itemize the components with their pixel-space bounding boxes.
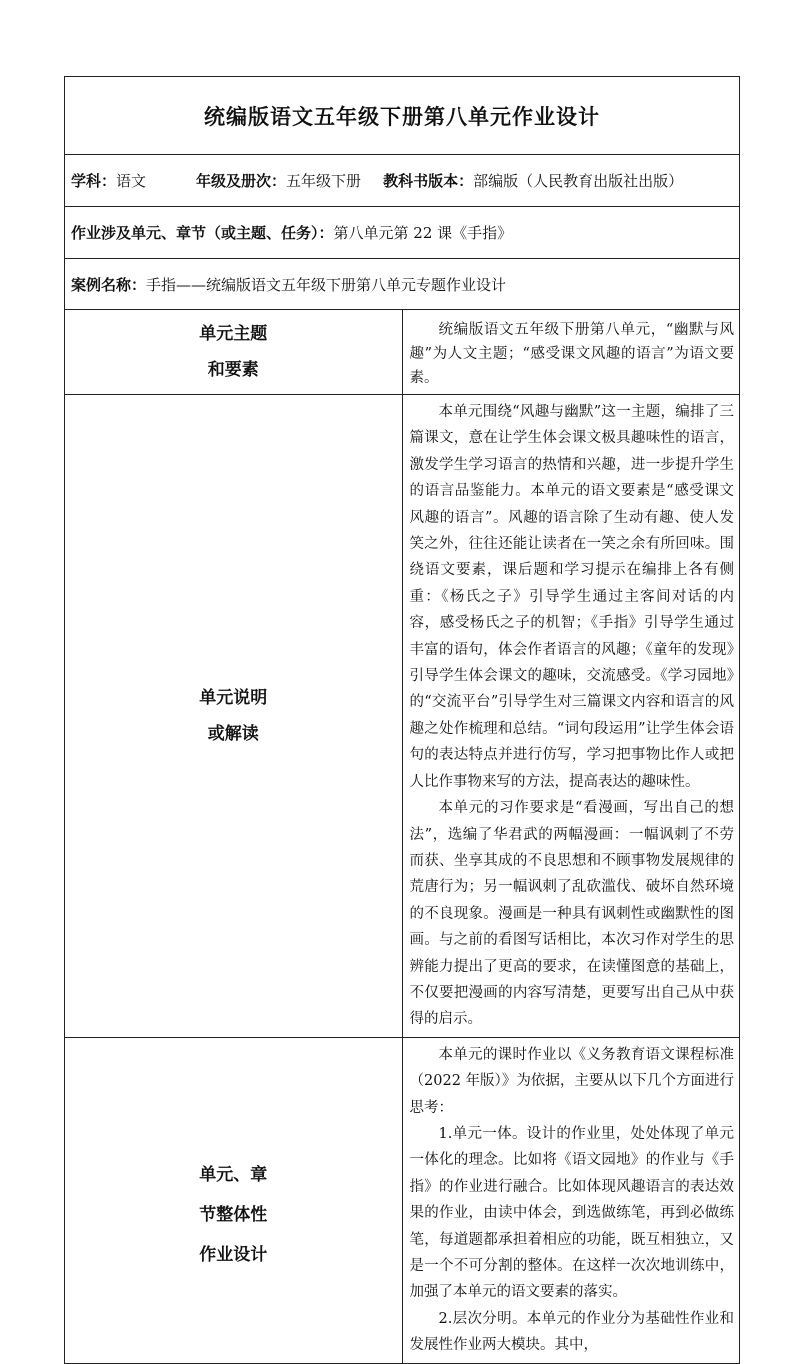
scope-row [65,207,740,259]
edition-value: 部编版（人民教育出版社出版） [473,172,684,190]
meta-row [65,155,740,207]
design-label: 单元、章 节整体性 作业设计 [65,1037,403,1363]
theme-content [402,310,740,395]
design-paragraph: 2.层次分明。本单元的作业分为基础性作业和发展性作业两大模块。其中， [409,1310,734,1354]
case-row [65,259,740,310]
explanation-paragraph: 本单元的习作要求是“看漫画，写出自己的想法”，选编了华君武的两幅漫画：一幅讽刺了不劳而获、坐享其成的不良思想和不顾事物发展规律的荒唐行为；另一幅讽刺了乱砍滥伐、破坏自然环境的不良现象。漫画是一种具有讽刺性或幽默性的图画。与之前的看图写话相比，本次习作对学生的思辨能力提出了更高的要求，在读懂图意的基础上，不仅要把漫画的内容写清楚，更要写出自己从中获得的启示。 [409,800,734,1028]
grade-value: 五年级下册 [286,172,362,190]
design-paragraph: 1.单元一体。设计的作业里，处处体现了单元一体化的理念。比如将《语文园地》的作业与《手指》的作业进行融合。比如体现风趣语言的表达效果的作业，由读中体会，到选做练笔，再到必做练笔，每道题都承担着相应的功能，既互相独立，又是一个不可分割的整体。在这样一次次地训练中，加强了本单元的语文要素的落实。 [409,1125,734,1301]
explanation-content [402,395,740,1038]
theme-text: 统编版语文五年级下册第八单元，“幽默与风趣”为人文主题；“感受课文风趣的语言”为语文要素。 [409,322,734,386]
explanation-paragraph: 本单元围绕“风趣与幽默”这一主题，编排了三篇课文，意在让学生体会课文极具趣味性的语言，激发学生学习语言的热情和兴趣，进一步提升学生的语言品鉴能力。本单元的语文要素是“感受课文风趣的语言”。风趣的语言除了生动有趣、使人发笑之外，往往还能让读者在一笑之余有所回味。围绕语文要素，课后题和学习提示在编排上各有侧重：《杨氏之子》引导学生通过主客间对话的内容，感受杨氏之子的机智；《手指》引导学生通过丰富的语句，体会作者语言的风趣；《童年的发现》引导学生体会课文的趣味，交流感受。《学习园地》的“交流平台”引导学生对三篇课文内容和语言的风趣之处作梳理和总结。“词句段运用”让学生体会语句的表达特点并进行仿写，学习把事物比作人或把人比作事物来写的方法，提高表达的趣味性。 [409,404,734,790]
explanation-row [65,395,740,1038]
case-value: 手指——统编版语文五年级下册第八单元专题作业设计 [146,275,507,294]
edition-label: 教科书版本： [383,172,474,190]
case-label: 案例名称： [71,275,147,294]
subject-value: 语文 [116,172,147,190]
theme-label: 单元主题 和要素 [65,310,403,395]
design-paragraph: 本单元的课时作业以《义务教育语文课程标准（2022 年版）》为依据，主要从以下几个方面进行思考： [409,1046,734,1116]
explanation-label: 单元说明 或解读 [65,395,403,1038]
design-row [65,1037,740,1363]
theme-row [65,310,740,395]
document-title: 统编版语文五年级下册第八单元作业设计 [65,77,740,155]
scope-label: 作业涉及单元、章节（或主题、任务）： [71,224,334,242]
design-content [402,1037,740,1363]
subject-label: 学科： [71,172,117,190]
scope-value: 第八单元第 22 课《手指》 [333,224,513,242]
homework-design-table [64,76,740,1364]
grade-label: 年级及册次： [196,172,287,190]
document [64,76,740,1364]
